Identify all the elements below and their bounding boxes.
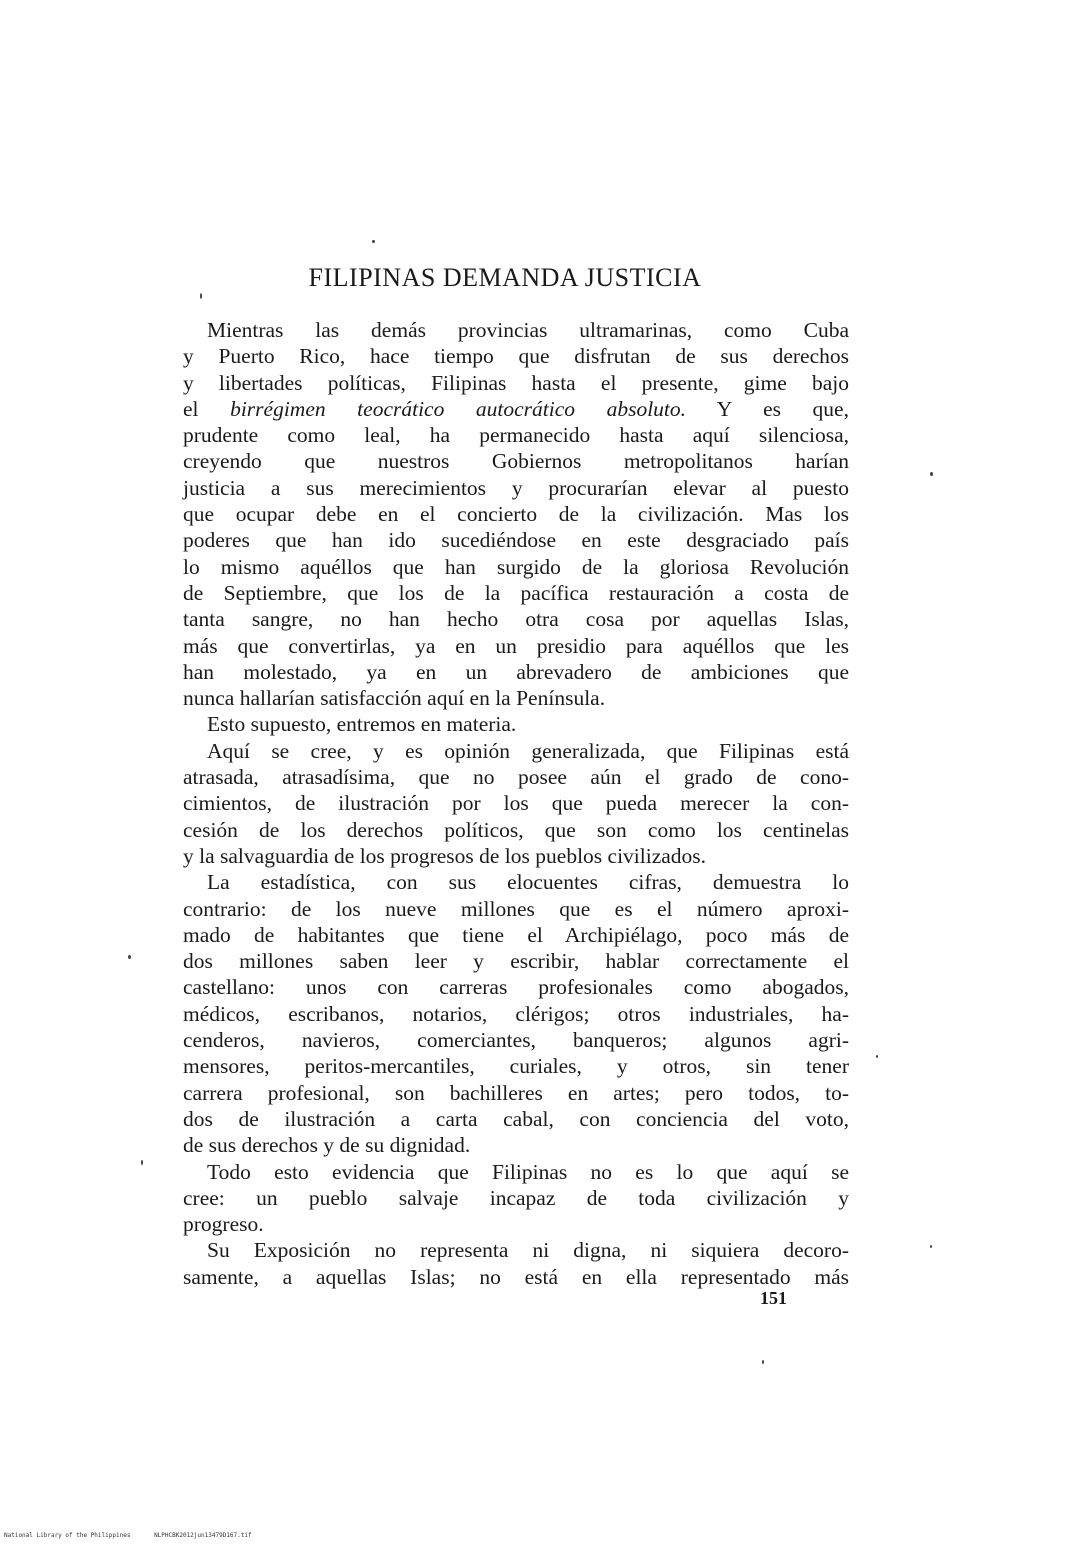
text-line	[183, 1237, 849, 1263]
text-line-segment: de Septiembre, que los de la pacífica restauración a costa de	[183, 580, 849, 605]
text-line-segment: de sus derechos y de su dignidad.	[183, 1133, 471, 1158]
text-line-segment: samente, a aquellas Islas; no está en ella representado más	[183, 1264, 849, 1289]
scan-speck	[762, 1360, 764, 1364]
text-line	[183, 317, 849, 343]
text-line-segment: contrario: de los nueve millones que es el número aproxi-	[183, 896, 849, 921]
text-line	[183, 475, 849, 501]
text-line	[183, 817, 849, 843]
text-line	[183, 501, 849, 527]
text-line-segment: tanta sangre, no han hecho otra cosa por aquellas Islas,	[183, 607, 849, 632]
text-line-segment: han molestado, ya en un abrevadero de ambiciones que	[183, 659, 849, 684]
text-line	[183, 370, 849, 396]
text-line-segment: y la salvaguardia de los progresos de los pueblos civilizados.	[183, 843, 707, 868]
scan-speck	[876, 1055, 878, 1058]
text-line-segment: progreso.	[183, 1212, 264, 1237]
text-line	[183, 1053, 849, 1079]
text-line-segment: y Puerto Rico, hace tiempo que disfrutan de sus derechos	[183, 344, 849, 369]
text-line-segment: cenderos, navieros, comerciantes, banqueros; algunos agri-	[183, 1028, 849, 1053]
text-line	[183, 422, 849, 448]
text-line	[183, 764, 849, 790]
text-line	[183, 1159, 849, 1185]
text-line	[183, 606, 849, 632]
text-line-segment: cesión de los derechos políticos, que son como los centinelas	[183, 817, 849, 842]
scan-speck	[372, 240, 375, 243]
text-line	[183, 1185, 849, 1211]
text-line	[183, 1264, 849, 1290]
text-line-segment: y libertades políticas, Filipinas hasta el presente, gime bajo	[183, 370, 849, 395]
footer-file-label: NLPHCBK2012jun13479D167.tif	[154, 1532, 252, 1539]
text-line	[183, 974, 849, 1000]
text-line-segment: creyendo que nuestros Gobiernos metropolitanos harían	[183, 449, 849, 474]
text-line	[183, 1106, 849, 1132]
text-line	[183, 685, 849, 711]
text-line-segment: mado de habitantes que tiene el Archipiélago, poco más de	[183, 922, 849, 947]
text-line	[183, 896, 849, 922]
text-line	[183, 869, 849, 895]
text-line-segment: atrasada, atrasadísima, que no posee aún el grado de cono-	[183, 765, 849, 790]
scan-speck	[930, 472, 933, 476]
text-line-segment: médicos, escribanos, notarios, clérigos; otros industriales, ha-	[183, 1001, 849, 1026]
text-line-segment: dos de ilustración a carta cabal, con conciencia del voto,	[183, 1106, 849, 1131]
text-line-segment: prudente como leal, ha permanecido hasta aquí silenciosa,	[183, 423, 849, 448]
text-line	[183, 448, 849, 474]
text-line	[183, 554, 849, 580]
text-line-segment: que ocupar debe en el concierto de la civilización. Mas los	[183, 502, 849, 527]
text-line-segment: más que convertirlas, ya en un presidio para aquéllos que les	[183, 633, 849, 658]
text-line	[183, 659, 849, 685]
text-line	[183, 580, 849, 606]
text-line-segment: carrera profesional, son bachilleres en artes; pero todos, to-	[183, 1080, 849, 1105]
text-line	[183, 738, 849, 764]
text-line-segment: Mientras las demás provincias ultramarinas, como Cuba	[207, 318, 849, 342]
body-text	[183, 317, 849, 1290]
text-line-segment: el	[183, 396, 231, 421]
text-line-segment: justicia a sus merecimientos y procurarían elevar al puesto	[183, 475, 849, 500]
page-number: 151	[760, 1288, 787, 1308]
text-line-segment: castellano: unos con carreras profesionales como abogados,	[183, 975, 849, 1000]
text-line	[183, 1132, 849, 1158]
scan-footer	[4, 1532, 272, 1539]
footer-library-label: National Library of the Philippines	[4, 1532, 131, 1539]
scan-speck	[930, 1245, 932, 1248]
text-line-segment: Esto supuesto, entremos en materia.	[207, 712, 517, 737]
text-line-segment: mensores, peritos-mercantiles, curiales, y otros, sin tener	[183, 1054, 849, 1079]
text-line-segment: Todo esto evidencia que Filipinas no es lo que aquí se	[207, 1159, 849, 1184]
text-line	[183, 922, 849, 948]
text-line	[183, 343, 849, 369]
text-line-segment: cree: un pueblo salvaje incapaz de toda civilización y	[183, 1185, 849, 1210]
text-line-segment: dos millones saben leer y escribir, hablar correctamente el	[183, 949, 849, 974]
text-line-segment: lo mismo aquéllos que han surgido de la gloriosa Revolución	[183, 554, 849, 579]
text-line-segment: La estadística, con sus elocuentes cifras, demuestra lo	[207, 870, 849, 895]
text-line	[183, 843, 849, 869]
text-line	[183, 948, 849, 974]
text-line-segment: Y es que,	[686, 396, 849, 421]
scan-speck	[141, 1160, 143, 1165]
text-line-segment: Aquí se cree, y es opinión generalizada, que Filipinas está	[207, 738, 849, 763]
text-line-segment: nunca hallarían satisfacción aquí en la Península.	[183, 686, 606, 711]
text-line	[183, 396, 849, 422]
text-line-segment: Su Exposición no representa ni digna, ni siquiera decoro-	[207, 1238, 849, 1263]
text-line-segment: cimientos, de ilustración por los que pueda merecer la con-	[183, 791, 849, 816]
italic-phrase: birrégimen teocrático autocrático absoluto.	[230, 396, 687, 421]
text-line	[183, 1211, 849, 1237]
text-line	[183, 790, 849, 816]
text-line	[183, 1080, 849, 1106]
text-line	[183, 1027, 849, 1053]
text-line	[183, 527, 849, 553]
text-line	[183, 711, 849, 737]
text-line-segment: poderes que han ido sucediéndose en este desgraciado país	[183, 528, 849, 553]
text-line	[183, 1001, 849, 1027]
page-title: FILIPINAS DEMANDA JUSTICIA	[308, 263, 702, 292]
scan-speck	[128, 955, 131, 959]
text-line	[183, 633, 849, 659]
scan-speck	[200, 293, 202, 299]
